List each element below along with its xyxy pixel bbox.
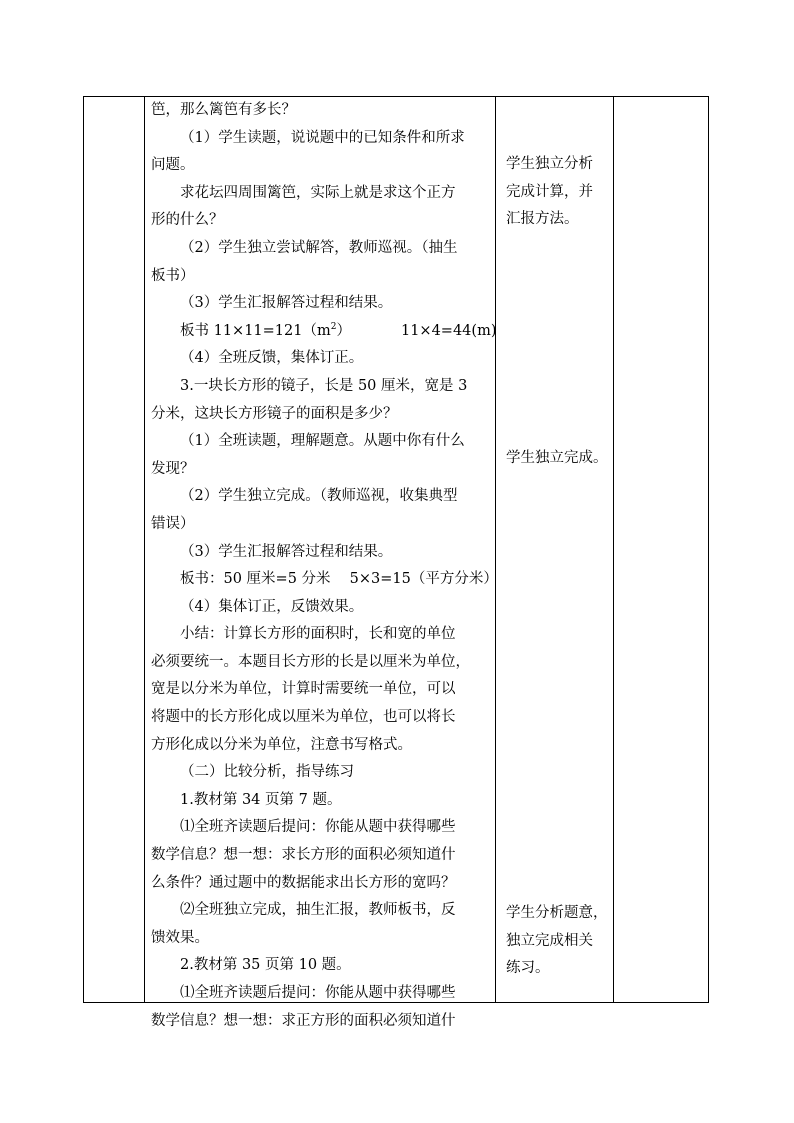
text-line: 1.教材第 34 页第 7 题。 (180, 791, 342, 808)
text-line: 形的什么？ (151, 212, 224, 229)
note-line: 学生分析题意， (506, 905, 608, 921)
student-note-2 (506, 445, 608, 473)
text-line: 板书） (151, 267, 195, 284)
formula-area: 板书 11×11=121（m (180, 322, 331, 339)
formula-perimeter: 11×4=44(m) (400, 322, 497, 339)
note-line: 学生独立完成。 (506, 450, 608, 466)
text-line: 2.教材第 35 页第 10 题。 (180, 957, 351, 974)
text-line: 数学信息？想一想：求正方形的面积必须知道什 (151, 1012, 456, 1029)
text-line: ⑴全班齐读题后提问：你能从题中获得哪些 (180, 819, 456, 836)
cell-right-empty (614, 97, 708, 1002)
student-note-3 (506, 900, 608, 983)
note-line: 独立完成相关 (506, 932, 593, 949)
teaching-process-cell (145, 97, 498, 1029)
text-line: 数学信息？想一想：求长方形的面积必须知道什 (151, 847, 456, 864)
lesson-table (83, 96, 709, 1029)
text-line: 3.一块长方形的镜子，长是 50 厘米，宽是 3 (180, 377, 468, 394)
column-divider (495, 97, 496, 1002)
note-line: 汇报方法。 (506, 211, 579, 228)
note-line: 学生独立分析 (506, 156, 593, 172)
note-line: 练习。 (506, 960, 550, 977)
section-heading: （二）比较分析，指导练习 (180, 764, 354, 781)
text-line: 馈效果。 (151, 929, 209, 946)
text-line: 求花坛四周围篱笆，实际上就是求这个正方 (180, 184, 456, 201)
text-line: 分米，这块长方形镜子的面积是多少？ (151, 405, 398, 422)
student-activity-cell (500, 97, 613, 1002)
text-line: 方形化成以分米为单位，注意书写格式。 (151, 736, 412, 753)
formula-paren: ） (336, 322, 351, 339)
text-line: （2）学生独立完成。（教师巡视，收集典型 (180, 488, 458, 505)
text-line: 必须要统一。本题目长方形的长是以厘米为单位， (151, 653, 470, 670)
text-line: 发现？ (151, 460, 195, 477)
student-note-1 (506, 151, 593, 234)
text-line: 将题中的长方形化成以厘米为单位，也可以将长 (151, 709, 456, 726)
text-line: （1）全班读题，理解题意。从题中你有什么 (180, 433, 465, 450)
text-line: （4）全班反馈，集体订正。 (180, 350, 364, 367)
note-line: 完成计算，并 (506, 183, 593, 200)
text-line: （1）学生读题，说说题中的已知条件和所求 (180, 129, 465, 146)
text-line: （3）学生汇报解答过程和结果。 (180, 295, 393, 312)
text-line: 么条件？通过题中的数据能求出长方形的宽吗？ (151, 874, 456, 891)
text-line: 问题。 (151, 157, 195, 174)
text-line: （2）学生独立尝试解答，教师巡视。（抽生 (180, 239, 458, 256)
text-line: 小结：计算长方形的面积时，长和宽的单位 (180, 626, 456, 643)
cell-left-empty (84, 97, 144, 1002)
text-line: 错误） (151, 515, 195, 532)
text-line: ⑴全班齐读题后提问：你能从题中获得哪些 (180, 985, 456, 1001)
text-line: 宽是以分米为单位，计算时需要统一单位，可以 (151, 681, 456, 698)
formula-line (151, 318, 497, 346)
text-line: 笆，那么篱笆有多长？ (151, 102, 296, 118)
text-line: 板书：50 厘米=5 分米 5×3=15（平方分米） (180, 571, 498, 588)
text-line: （4）集体订正，反馈效果。 (180, 598, 364, 615)
formula-superscript: 2 (330, 321, 337, 332)
text-line: （3）学生汇报解答过程和结果。 (180, 543, 393, 560)
text-line: ⑵全班独立完成，抽生汇报，教师板书，反 (180, 902, 456, 919)
